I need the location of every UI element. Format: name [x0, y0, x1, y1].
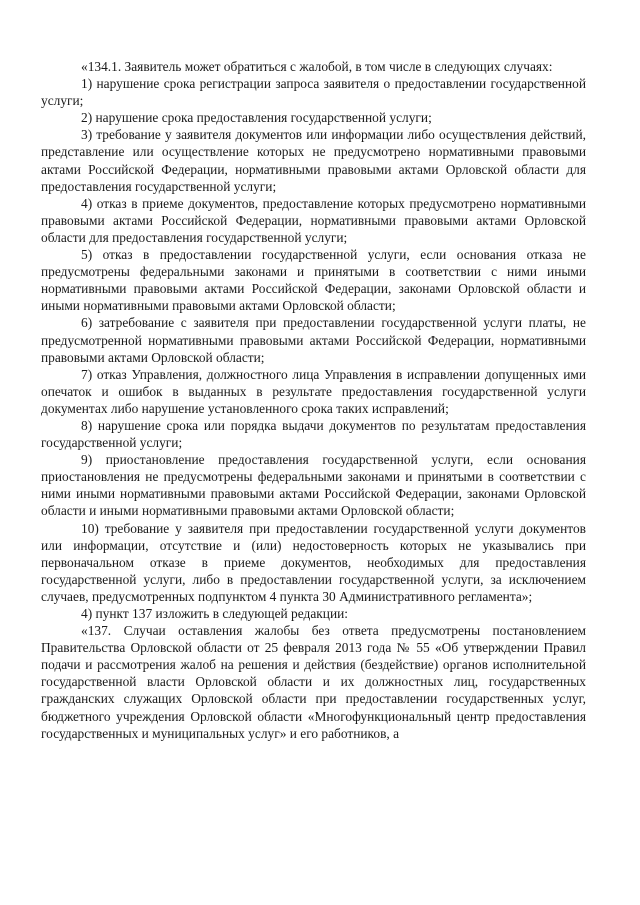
list-item-8: 8) нарушение срока или порядка выдачи документов по результатам предоставления государственной услуги; [41, 417, 586, 451]
document-page [41, 58, 586, 742]
list-item-3: 3) требование у заявителя документов или информации либо осуществления действий, представление или осуществление которых не предусмотрено нормативными правовыми актами Российской Федерации, нормативными правовыми актами Орловской области для предоставления государственной услуги; [41, 127, 586, 194]
list-item-10: 10) требование у заявителя при предоставлении государственной услуги документов или информации, отсутствие и (или) недостоверность которых не указывались при первоначальном отказе в приеме документов, необходимых для предоставления государственной услуги, либо в предоставлении государственной услуги, за исключением случаев, предусмотренных подпунктом 4 пункта 30 Административного регламента»; [41, 520, 586, 604]
list-item-1: 1) нарушение срока регистрации запроса заявителя о предоставлении государственной услуги; [41, 76, 586, 109]
list-item-4: 4) отказ в приеме документов, предоставление которых предусмотрено нормативными правовыми актами Российской Федерации, нормативными правовыми актами Орловской области для предоставления государственной услуги; [41, 195, 586, 245]
paragraph-137: «137. Случаи оставления жалобы без ответа предусмотрены постановлением Правительства Орловской области от 25 февраля 2013 года № 55 «Об утверждении Правил подачи и рассмотрения жалоб на решения и действия (бездействие) органов исполнительной государственной власти Орловской области и их должностных лиц, государственных гражданских служащих Орловской области при предоставлении государственных услуг, бюджетного учреждения Орловской области «Многофункциональный центр предоставления государственных и муниципальных услуг» и его работников, а [41, 623, 586, 741]
amendment-item-4: 4) пункт 137 изложить в следующей редакции: [81, 606, 349, 621]
paragraph-134-1: «134.1. Заявитель может обратиться с жалобой, в том числе в следующих случаях: [81, 59, 553, 74]
list-item-2: 2) нарушение срока предоставления государственной услуги; [81, 110, 432, 126]
list-item-6: 6) затребование с заявителя при предоставлении государственной услуги платы, не предусмотренной нормативными правовыми актами Российской Федерации, нормативными правовыми актами Орловской области; [41, 315, 586, 365]
list-item-5: 5) отказ в предоставлении государственной услуги, если основания отказа не предусмотрены федеральными законами и принятыми в соответствии с ними иными нормативными правовыми актами Российской Федерации, законами Орловской области и иными нормативными правовыми актами Орловской области; [41, 247, 586, 314]
list-item-7: 7) отказ Управления, должностного лица Управления в исправлении допущенных ими опечаток и ошибок в выданных в результате предоставления государственной услуги документах либо нарушение установленного срока таких исправлений; [41, 366, 586, 416]
list-item-9: 9) приостановление предоставления государственной услуги, если основания приостановления не предусмотрены федеральными законами и принятыми в соответствии с ними иными нормативными правовыми актами Российской Федерации, законами Орловской области и иными нормативными правовыми актами Орловской области; [41, 452, 586, 519]
